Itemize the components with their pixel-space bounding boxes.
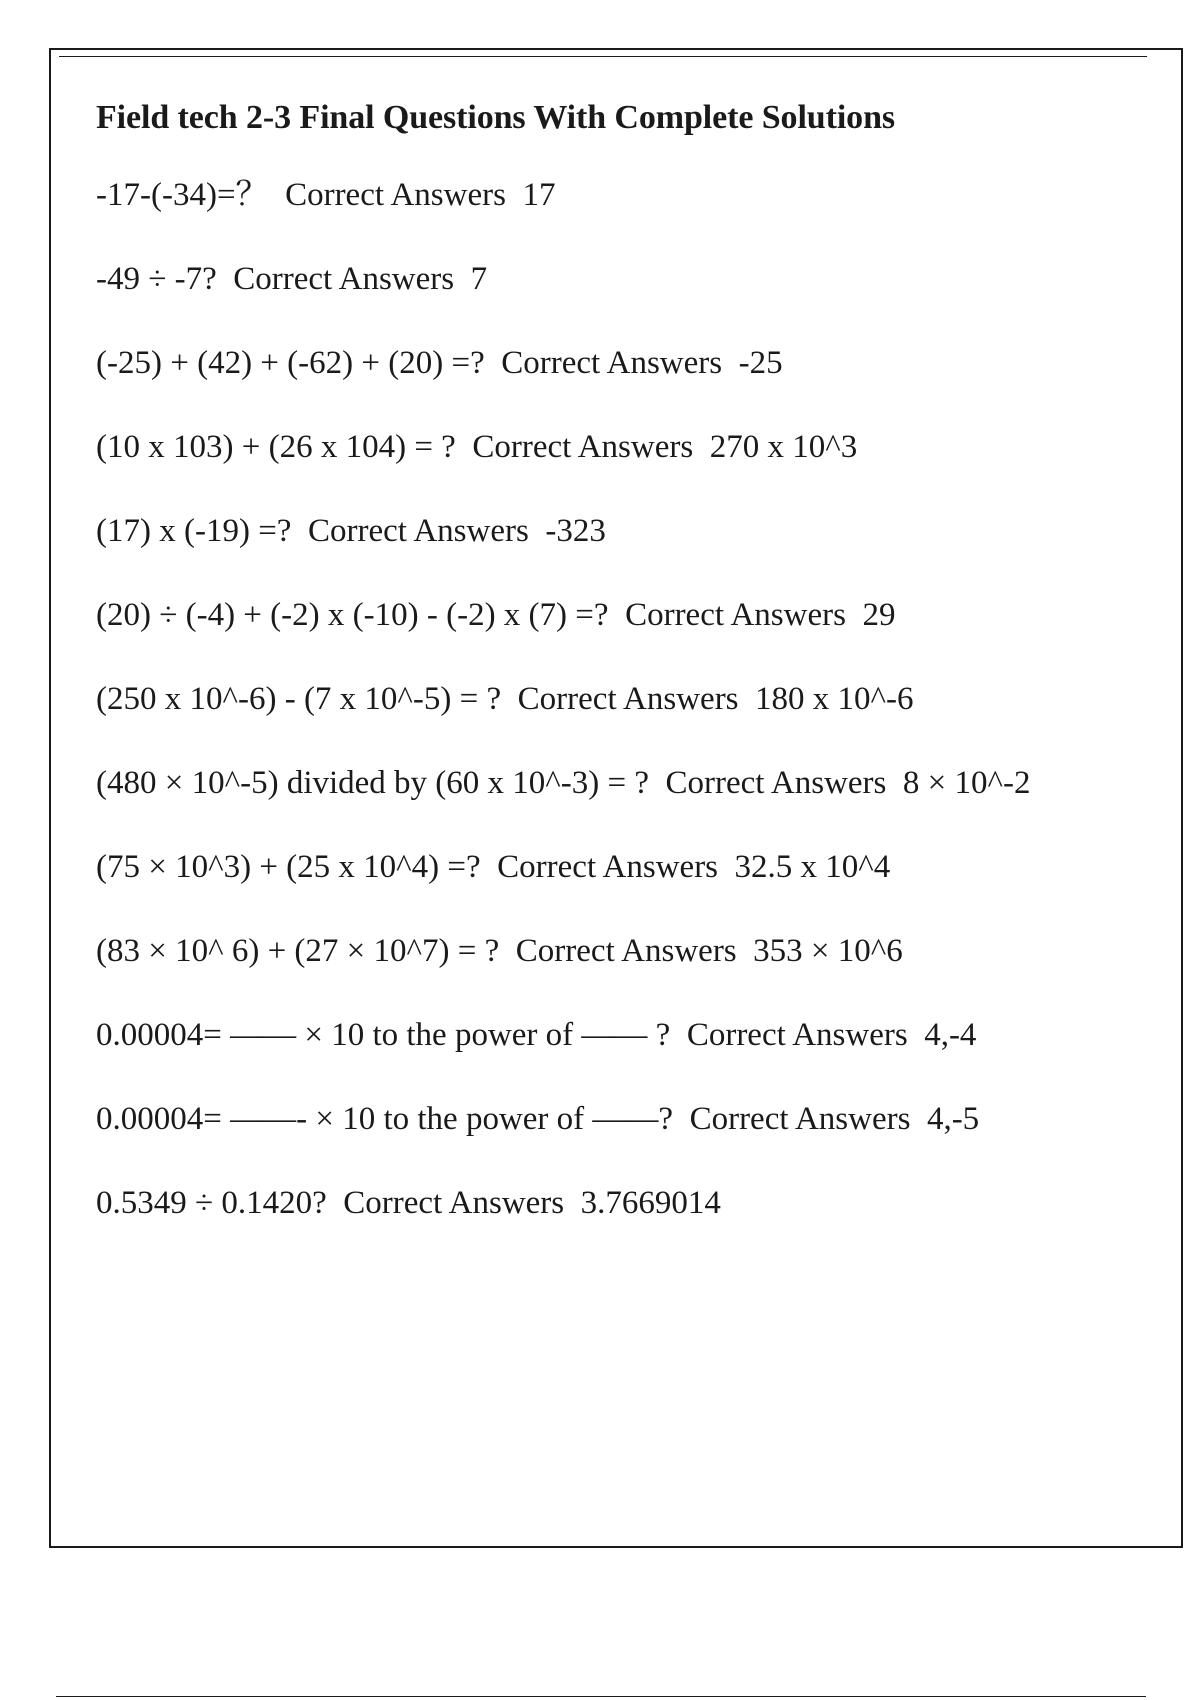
answer-label: Correct Answers xyxy=(497,849,719,885)
answer-text: 4,-5 xyxy=(926,1101,980,1137)
qa-item xyxy=(96,594,1056,636)
answer-label: Correct Answers xyxy=(625,597,846,633)
answer-label: Correct Answers xyxy=(515,933,737,969)
question-text: -49 ÷ -7? xyxy=(96,261,217,297)
qa-item xyxy=(96,510,1056,552)
qa-item xyxy=(96,678,1056,720)
answer-text: -323 xyxy=(545,513,606,549)
qa-item xyxy=(96,930,1056,972)
answer-text: 3.7669014 xyxy=(580,1185,721,1221)
answer-text: -25 xyxy=(738,345,783,381)
answer-text: 32.5 x 10^4 xyxy=(734,849,891,885)
qa-list xyxy=(96,174,1056,1224)
answer-label: Correct Answers xyxy=(501,345,723,381)
question-text: 0.00004= —— × 10 to the power of —— ? xyxy=(96,1017,671,1053)
question-text: 0.00004= ——- × 10 to the power of ——? xyxy=(96,1101,674,1137)
answer-label: Correct Answers xyxy=(665,765,887,801)
answer-label: Correct Answers xyxy=(307,513,529,549)
answer-label: Correct Answers xyxy=(285,177,506,213)
bottom-rule xyxy=(56,1696,1146,1697)
qa-item xyxy=(96,342,1056,384)
question-text: (10 x 103) + (26 x 104) = ? xyxy=(96,429,456,465)
question-text: (480 × 10^-5) divided by (60 x 10^-3) = ? xyxy=(96,765,650,801)
answer-label: Correct Answers xyxy=(689,1101,911,1137)
answer-text: 29 xyxy=(862,597,896,633)
qa-item xyxy=(96,174,1056,216)
qa-item xyxy=(96,258,1056,300)
answer-label: Correct Answers xyxy=(343,1185,565,1221)
answer-text: 353 × 10^6 xyxy=(753,933,903,969)
qa-item xyxy=(96,1182,1056,1224)
question-text: (250 x 10^-6) - (7 x 10^-5) = ? xyxy=(96,681,502,717)
document-body xyxy=(96,98,1056,1266)
answer-label: Correct Answers xyxy=(517,681,739,717)
answer-text: 7 xyxy=(470,261,488,297)
question-text: -17-(-34)=？ xyxy=(96,177,269,213)
question-text: (75 × 10^3) + (25 x 10^4) =? xyxy=(96,849,481,885)
question-text: (17) x (-19) =? xyxy=(96,513,292,549)
question-text: 0.5349 ÷ 0.1420? xyxy=(96,1185,327,1221)
answer-label: Correct Answers xyxy=(233,261,455,297)
answer-text: 8 × 10^-2 xyxy=(902,765,1031,801)
answer-text: 180 x 10^-6 xyxy=(755,681,914,717)
qa-item xyxy=(96,846,1056,888)
question-text: (83 × 10^ 6) + (27 × 10^7) = ? xyxy=(96,933,500,969)
qa-item xyxy=(96,426,1056,468)
answer-label: Correct Answers xyxy=(686,1017,908,1053)
question-text: (-25) + (42) + (-62) + (20) =? xyxy=(96,345,485,381)
document-title: Field tech 2-3 Final Questions With Complete Solutions xyxy=(96,99,896,136)
qa-item xyxy=(96,1014,1056,1056)
question-text: (20) ÷ (-4) + (-2) x (-10) - (-2) x (7) =? xyxy=(96,597,609,633)
answer-text: 270 x 10^3 xyxy=(709,429,858,465)
qa-item xyxy=(96,1098,1056,1140)
answer-text: 4,-4 xyxy=(924,1017,977,1053)
top-rule xyxy=(59,56,1147,57)
answer-label: Correct Answers xyxy=(472,429,694,465)
qa-item xyxy=(96,762,1056,804)
answer-text: 17 xyxy=(522,177,556,213)
